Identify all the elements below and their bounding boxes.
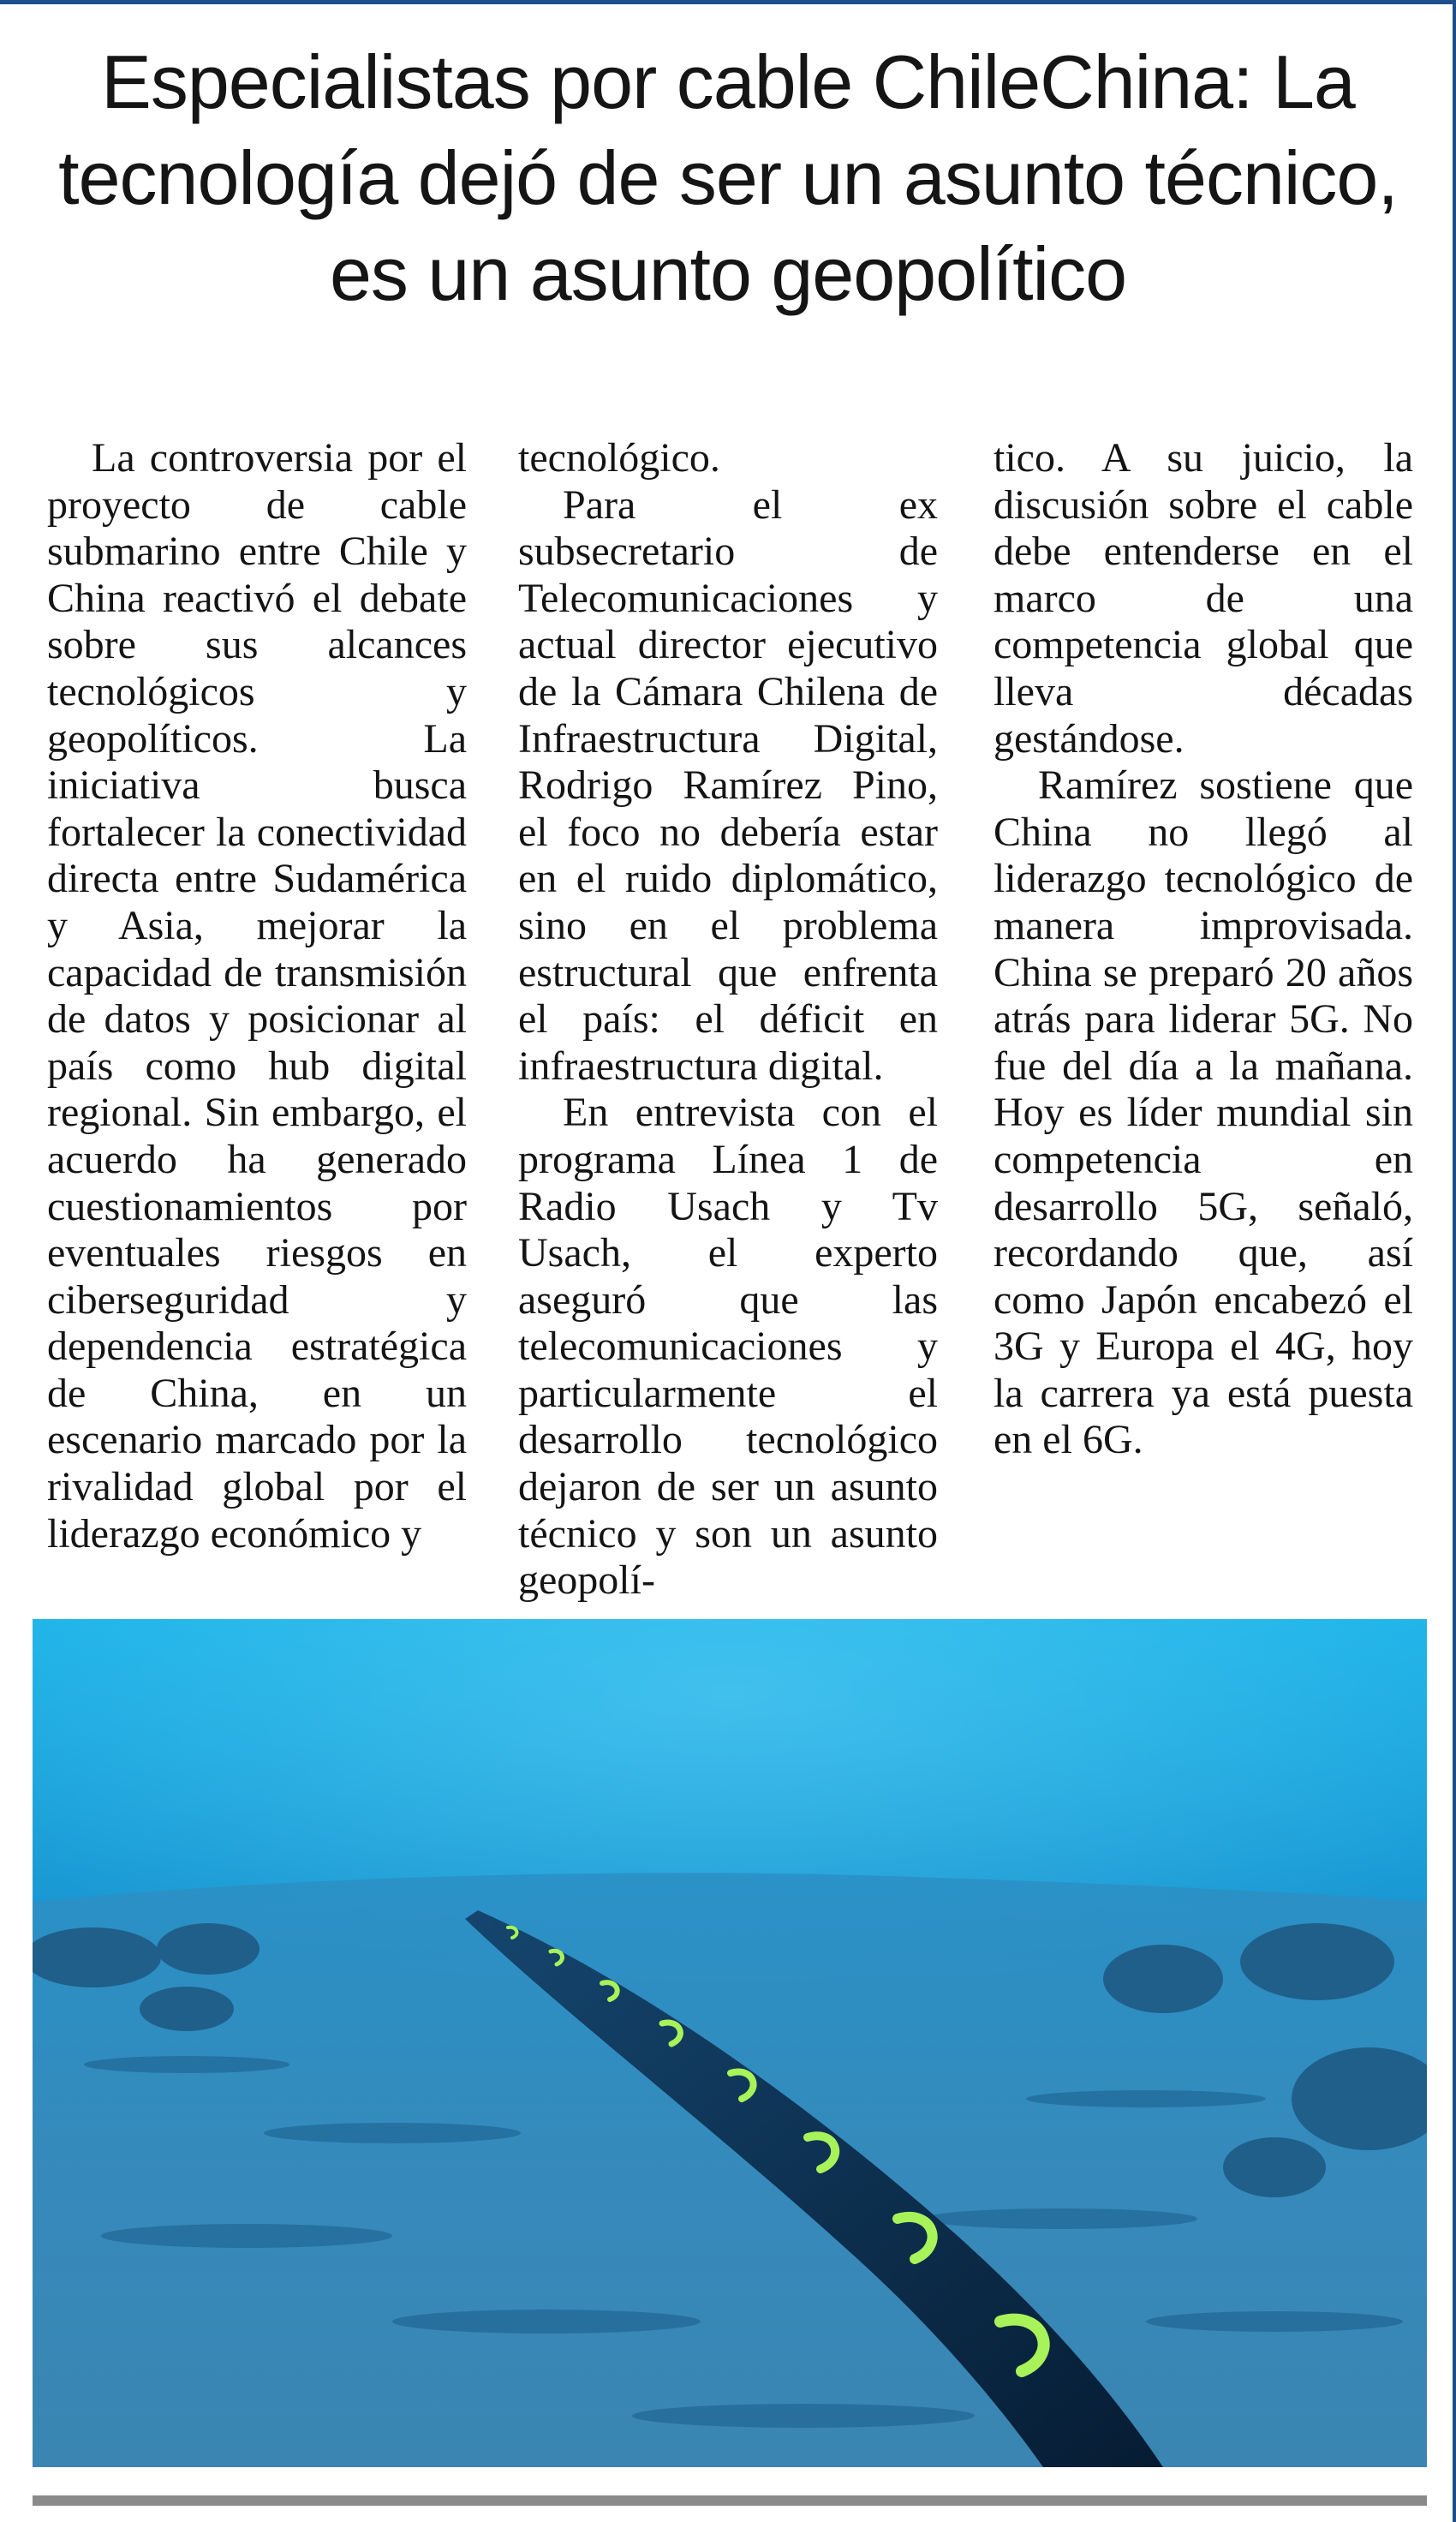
article-column-3 <box>994 435 1413 1464</box>
article-column-1 <box>47 435 467 1557</box>
right-border-rule <box>1453 0 1456 2522</box>
top-border-rule <box>0 0 1456 4</box>
article-column-2 <box>518 435 938 1605</box>
paragraph: La controversia por el proyecto de cable submarino entre Chile y China reactivó el debate sobre sus alcances tecnológicos y geopolíticos. La iniciativa busca fortalecer la conectividad directa entre Sudamérica y Asia, mejorar la capacidad de transmisión de datos y posicionar al país como hub digital regional. Sin embargo, el acuerdo ha generado cuestionamientos por eventuales riesgos en ciberseguridad y dependencia estratégica de China, en un escenario marcado por la rivalidad global por el liderazgo económico y <box>47 435 467 1557</box>
paragraph: En entrevista con el programa Línea 1 de Radio Usach y Tv Usach, el experto aseguró que las telecomunicaciones y particularmente el desarrollo tecnológico dejaron de ser un asunto técnico y son un asunto geopolí- <box>518 1090 938 1604</box>
paragraph: Para el ex subsecretario de Telecomunicaciones y actual director ejecutivo de la Cámara Chilena de Infraestructura Digital, Rodrigo Ramírez Pino, el foco no debería estar en el ruido diplomático, sino en el problema estructural que enfrenta el país: el déficit en infraestructura digital. <box>518 481 938 1089</box>
paragraph: Ramírez sostiene que China no llegó al liderazgo tecnológico de manera improvisada. China se preparó 20 años atrás para liderar 5G. No fue del día a la mañana. Hoy es líder mundial sin competencia en desarrollo 5G, señaló, recordando que, así como Japón encabezó el 3G y Europa el 4G, hoy la carrera ya está puesta en el 6G. <box>994 762 1413 1463</box>
article-headline: Especialistas por cable ChileChina: La tecnología dejó de ser un asunto técnico, es un asunto geopolítico <box>58 39 1398 316</box>
seafloor-illustration <box>33 1619 1427 2467</box>
paragraph-continuation: tico. A su juicio, la discusión sobre el cable debe entenderse en el marco de una competencia global que lleva décadas gestándose. <box>994 435 1413 762</box>
paragraph-continuation: tecnológico. <box>518 435 720 481</box>
bottom-border-rule <box>33 2495 1427 2506</box>
submarine-cable-photo <box>33 1619 1427 2467</box>
